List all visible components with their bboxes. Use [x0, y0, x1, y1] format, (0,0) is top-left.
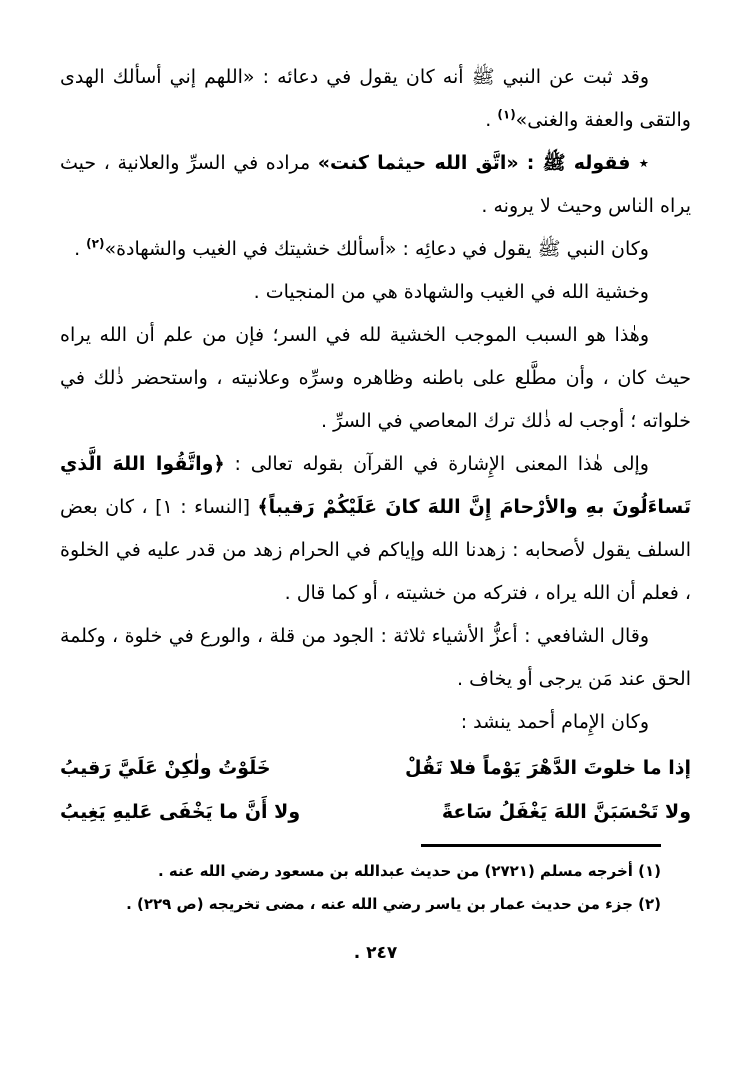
paragraph-text: وهٰذا هو السبب الموجب الخشية لله في السر؛ فإن من علم أن الله يراه حيث كان ، وأن مطَّلع على باطنه وظاهره وسرِّه وعلانيته ، واستحضر ذٰلك في خلواته ؛ أوجب له ذٰلك ترك المعاصي في السرِّ .	[60, 324, 691, 432]
page-number: ٢٤٧ .	[353, 943, 398, 963]
paragraph-text: .	[485, 109, 498, 131]
hemistich-first: إذا ما خلوتَ الدَّهْرَ يَوْماً فلا تَقُلْ	[404, 757, 691, 779]
poem-couplet	[60, 746, 691, 834]
paragraph-text-bold: ٭ فقوله ﷺ : «اتَّق الله حيثما كنت»	[317, 152, 650, 174]
hemistich-first: ولا تَحْسَبَنَّ اللهَ يَغْفَلُ سَاعةً	[441, 801, 691, 823]
paragraph-text: وقد ثبت عن النبي ﷺ أنه كان يقول في دعائه : «اللهم إني أسألك الهدى والتقى والعفة والغنى»	[60, 66, 691, 131]
paragraph-hadith-dua	[60, 56, 691, 142]
paragraph-text: وكان النبي ﷺ يقول في دعائِه : «أسألك خشيتك في الغيب والشهادة»	[104, 238, 649, 260]
hemistich-second: خَلَوْتُ ولٰكِنْ عَلَيَّ رَقيبُ	[60, 757, 271, 779]
paragraph-text: وإلى هٰذا المعنى الإِشارة في القرآن بقوله تعالى :	[224, 453, 649, 475]
paragraph-text: .	[74, 238, 87, 260]
paragraph-ittaqillah	[60, 142, 691, 228]
body-text	[60, 56, 691, 834]
paragraph-text: مراده في السرِّ والعلانية ، حيث يراه الناس وحيث لا يرونه .	[60, 152, 691, 217]
paragraph-text: وكان الإِمام أحمد ينشد :	[460, 711, 649, 733]
footnote-1: (١) أخرجه مسلم (٢٧٢١) من حديث عبدالله بن مسعود رضي الله عنه .	[157, 862, 661, 880]
paragraph-sabab-khashya	[60, 314, 691, 443]
footnote-ref-2: (٢)	[86, 236, 105, 251]
paragraph-quran-verse	[60, 443, 691, 615]
paragraph-khashya-dua	[60, 228, 691, 271]
paragraph-munjiyat	[60, 271, 691, 314]
hemistich-second: ولا أَنَّ ما يَخْفَى عَليهِ يَغِيبُ	[60, 801, 301, 823]
paragraph-text: [النساء : ١] ، كان بعض السلف يقول لأصحابه : زهدنا الله وإياكم في الحرام زهد من قدر عليه في الخلوة ، فعلم أن الله يراه ، فتركه من خشيته ، أو كما قال .	[60, 496, 691, 604]
paragraph-shafii-quote	[60, 615, 691, 701]
poem-intro	[60, 701, 691, 744]
footnote-2: (٢) جزء من حديث عمار بن ياسر رضي الله عنه ، مضى تخريجه (ص ٢٢٩) .	[126, 895, 661, 913]
paragraph-text: وقال الشافعي : أعزُّ الأشياء ثلاثة : الجود من قلة ، والورع في خلوة ، وكلمة الحق عند مَن يرجى أو يخاف .	[60, 625, 691, 690]
paragraph-text: وخشية الله في الغيب والشهادة هي من المنجيات .	[253, 281, 649, 303]
quran-verse-text: ﴿واتَّقُوا اللهَ الَّذي تَساءَلُونَ بهِ والأرْحامَ إِنَّ اللهَ كانَ عَلَيْكُمْ رَقيباً﴾	[60, 453, 691, 518]
footnote-ref-1: (١)	[497, 107, 516, 122]
footnotes-section	[60, 855, 691, 921]
poem-line-2	[60, 790, 691, 834]
poem-line-1	[60, 746, 691, 790]
footnote-divider	[421, 844, 661, 847]
